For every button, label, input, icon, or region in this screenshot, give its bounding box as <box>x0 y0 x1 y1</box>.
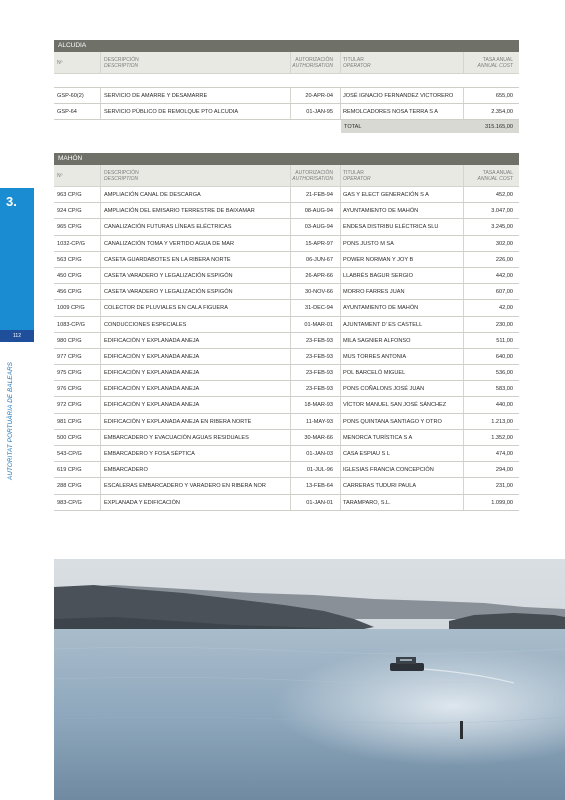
table-row <box>54 414 519 430</box>
row-operator: POL BARCELÓ MIGUEL <box>343 370 406 377</box>
harbor-photo-graphic <box>54 559 565 800</box>
chapter-tab <box>0 188 34 340</box>
row-description: CONDUCCIONES ESPECIALES <box>104 321 187 328</box>
row-annual-cost: 440,00 <box>495 402 513 409</box>
col-auth: AUTORIZACIÓN AUTHORISATION <box>292 57 333 69</box>
row-annual-cost: 3.245,00 <box>491 224 513 231</box>
row-number: 1083-CP/G <box>57 321 85 328</box>
row-description: AMPLIACIÓN DEL EMISARIO TERRESTRE DE BAIXAMAR <box>104 208 255 215</box>
row-annual-cost: 452,00 <box>495 192 513 198</box>
table-row <box>54 236 519 252</box>
row-authorisation-date: 18-MAR-93 <box>304 402 333 409</box>
row-authorisation-date: 03-AUG-94 <box>304 224 333 231</box>
row-authorisation-date: 01-JAN-03 <box>306 451 333 457</box>
row-description: EDIFICACIÓN Y EXPLANADA ANEJA <box>104 337 200 344</box>
row-annual-cost: 442,00 <box>495 272 513 279</box>
table-row <box>54 88 519 104</box>
row-annual-cost: 231,00 <box>495 483 513 490</box>
table-row <box>54 478 519 494</box>
col-tit: TITULAR OPERATOR <box>343 57 371 69</box>
row-description: EDIFICACIÓN Y EXPLANADA ANEJA <box>104 386 200 393</box>
table-row <box>54 300 519 316</box>
row-description: CASETA GUARDABOTES EN LA RIBERA NORTE <box>104 256 231 263</box>
row-number: 965 CP/G <box>57 224 82 231</box>
row-authorisation-date: 23-FEB-93 <box>305 353 333 360</box>
table-row <box>54 317 519 333</box>
row-authorisation-date: 15-APR-97 <box>305 240 333 247</box>
row-annual-cost: 226,00 <box>495 256 513 263</box>
page-number: 112 <box>0 330 34 342</box>
row-operator: LLABRÉS BAGUR SERGIO <box>343 272 413 279</box>
row-description: EDIFICACIÓN Y EXPLANADA ANEJA <box>104 353 200 360</box>
vertical-publication-title <box>7 345 17 485</box>
table-row <box>54 219 519 235</box>
row-annual-cost: 511,00 <box>496 337 513 344</box>
table-row <box>54 284 519 300</box>
alcudia-table <box>54 40 519 133</box>
row-operator: PONS JUSTO M SA <box>343 240 394 247</box>
row-operator: POWER NORMAN Y JOY B <box>343 256 414 263</box>
chapter-number: 3. <box>6 194 17 209</box>
table-row <box>54 349 519 365</box>
row-operator: PONS COÑALONS JOSÉ JUAN <box>343 386 425 393</box>
row-number: 456 CP/G <box>57 289 82 296</box>
row-operator: REMOLCADORES NOSA TERRA S A <box>343 109 439 116</box>
col-tit: TITULAR OPERATOR <box>343 170 371 182</box>
row-number: 977 CP/G <box>57 353 82 360</box>
row-number: 1009 CP/G <box>57 305 85 312</box>
row-annual-cost: 607,00 <box>495 289 513 296</box>
table-row <box>54 203 519 219</box>
total-box <box>341 120 519 133</box>
row-annual-cost: 1.352,00 <box>491 434 513 441</box>
row-authorisation-date: 23-FEB-93 <box>305 370 333 377</box>
row-description: CASETA VARADERO Y LEGALIZACIÓN ESPIGÓN <box>104 289 233 296</box>
row-authorisation-date: 30-NOV-66 <box>305 289 333 296</box>
col-tasa: TASA ANUAL ANNUAL COST <box>477 170 513 182</box>
row-authorisation-date: 23-FEB-93 <box>305 386 333 393</box>
table-row <box>54 462 519 478</box>
row-number: 500 CP/G <box>57 434 82 441</box>
row-operator: CARRERAS TUDURI PAULA <box>343 483 417 490</box>
row-operator: JOSÉ IGNACIO FERNANDEZ VICTORERO <box>343 93 454 99</box>
harbor-photo <box>54 559 565 800</box>
row-annual-cost: 474,00 <box>495 451 513 457</box>
table-row <box>54 252 519 268</box>
col-no: Nº <box>57 60 63 66</box>
row-annual-cost: 640,00 <box>495 353 513 360</box>
row-operator: ENDESA DISTRIBU ELÉCTRICA SLU <box>343 224 439 231</box>
row-annual-cost: 1.213,00 <box>491 418 513 425</box>
col-desc: DESCRIPCIÓN DESCRIPTION <box>104 170 139 182</box>
row-operator: MORRO FARRES JUAN <box>343 289 405 296</box>
row-operator: IGLESIAS FRANCIA CONCEPCIÓN <box>343 467 434 474</box>
row-number: 1032-CP/G <box>57 240 85 247</box>
row-description: EMBARCADERO <box>104 467 148 474</box>
row-number: 983-CP/G <box>57 499 82 506</box>
row-operator: AYUNTAMIENTO DE MAHÓN <box>343 305 419 312</box>
row-authorisation-date: 01-JAN-01 <box>306 499 333 506</box>
row-number: GSP-60(2) <box>57 93 84 99</box>
table-row <box>54 365 519 381</box>
row-annual-cost: 655,00 <box>495 93 513 99</box>
row-number: 976 CP/G <box>57 386 82 393</box>
row-description: SERVICIO DE AMARRE Y DESAMARRE <box>104 93 208 99</box>
row-annual-cost: 230,00 <box>495 321 513 328</box>
mahon-column-headers <box>54 165 519 187</box>
row-description: EXPLANADA Y EDIFICACIÓN <box>104 499 180 506</box>
row-description: CANALIZACIÓN TOMA Y VERTIDO AGUA DE MAR <box>104 240 235 247</box>
mahon-table <box>54 153 519 511</box>
col-auth: AUTORIZACIÓN AUTHORISATION <box>292 170 333 182</box>
row-annual-cost: 302,00 <box>495 240 513 247</box>
row-annual-cost: 3.047,00 <box>491 208 513 215</box>
row-number: 972 CP/G <box>57 402 82 409</box>
total-label: TOTAL <box>344 124 362 131</box>
row-description: AMPLIACIÓN CANAL DE DESCARGA <box>104 192 201 198</box>
row-description: CASETA VARADERO Y LEGALIZACIÓN ESPIGÓN <box>104 272 233 279</box>
row-description: EDIFICACIÓN Y EXPLANADA ANEJA EN RIBERA NORTE <box>104 418 252 425</box>
alcudia-total-row <box>54 120 519 133</box>
row-description: EDIFICACIÓN Y EXPLANADA ANEJA <box>104 402 200 409</box>
table-row <box>54 187 519 203</box>
row-number: GSP-64 <box>57 109 77 116</box>
row-number: 980 CP/G <box>57 337 82 344</box>
total-value: 315.165,00 <box>485 124 513 131</box>
col-no: Nº <box>57 173 63 179</box>
row-operator: GAS Y ELECT GENERACIÓN S A <box>343 192 429 198</box>
row-annual-cost: 536,00 <box>495 370 513 377</box>
row-annual-cost: 583,00 <box>495 386 513 393</box>
mooring-post <box>460 721 463 739</box>
row-description: EMBARCADERO Y FOSA SÉPTICA <box>104 451 195 457</box>
row-description: EMBARCADERO Y EVACUACIÓN AGUAS RESIDUALES <box>104 434 249 441</box>
table-row <box>54 104 519 120</box>
row-authorisation-date: 26-APR-66 <box>305 272 333 279</box>
row-authorisation-date: 13-FEB-64 <box>305 483 333 490</box>
row-description: SERVICIO PÚBLICO DE REMOLQUE PTO ALCUDIA <box>104 109 239 116</box>
row-operator: CASA ESPIAU S L <box>343 451 390 457</box>
row-authorisation-date: 01-JAN-95 <box>306 109 333 116</box>
col-tasa: TASA ANUAL ANNUAL COST <box>477 57 513 69</box>
table-row <box>54 495 519 511</box>
row-authorisation-date: 31-DEC-94 <box>305 305 333 312</box>
row-annual-cost: 294,00 <box>495 467 513 474</box>
row-description: COLECTOR DE PLUVIALES EN CALA FIGUERA <box>104 305 228 312</box>
table-row <box>54 381 519 397</box>
row-operator: AJUNTAMENT D' ES CASTELL <box>343 321 423 328</box>
row-number: 563 CP/G <box>57 256 82 263</box>
row-authorisation-date: 21-FEB-94 <box>305 192 333 198</box>
row-authorisation-date: 11-MAY-93 <box>306 418 333 425</box>
alcudia-column-headers <box>54 52 519 74</box>
row-number: 981 CP/G <box>57 418 82 425</box>
vertical-publication-text: AUTORITAT PORTUÀRIA DE BALEARS <box>7 361 14 480</box>
row-number: 619 CP/G <box>57 467 82 474</box>
spacer-row <box>54 74 519 88</box>
row-operator: MILA SAGNIER ALFONSO <box>343 337 411 344</box>
table-row <box>54 397 519 413</box>
table-row <box>54 268 519 284</box>
row-operator: AYUNTAMIENTO DE MAHÓN <box>343 208 419 215</box>
row-number: 963 CP/G <box>57 192 82 198</box>
row-number: 543-CP/G <box>57 451 82 457</box>
table-row <box>54 430 519 446</box>
row-annual-cost: 1.099,00 <box>491 499 513 506</box>
row-annual-cost: 42,00 <box>499 305 513 312</box>
row-authorisation-date: 08-AUG-94 <box>304 208 333 215</box>
row-authorisation-date: 30-MAR-66 <box>304 434 333 441</box>
table-row <box>54 333 519 349</box>
row-operator: VÍCTOR MANUEL SAN JOSÉ SÁNCHEZ <box>343 402 447 409</box>
row-authorisation-date: 20-APR-04 <box>305 93 333 99</box>
row-number: 924 CP/G <box>57 208 82 215</box>
row-annual-cost: 2.354,00 <box>491 109 513 116</box>
alcudia-header: ALCUDIA <box>54 40 519 52</box>
row-authorisation-date: 06-JUN-67 <box>305 256 333 263</box>
row-description: ESCALERAS EMBARCADERO Y VARADERO EN RIBERA NOR <box>104 483 266 490</box>
row-operator: TARAMPARO, S.L. <box>343 499 391 506</box>
row-authorisation-date: 23-FEB-93 <box>305 337 333 344</box>
row-operator: PONS QUINTANA SANTIAGO Y OTRO <box>343 418 442 425</box>
row-description: CANALIZACIÓN FUTURAS LÍNEAS ELÉCTRICAS <box>104 224 232 231</box>
row-number: 450 CP/G <box>57 272 82 279</box>
row-number: 288 CP/G <box>57 483 82 490</box>
row-operator: MUS TORRES ANTONIA <box>343 353 407 360</box>
row-authorisation-date: 01-JUL-96 <box>306 467 333 474</box>
mahon-header: MAHÓN <box>54 153 519 165</box>
table-row <box>54 446 519 462</box>
row-operator: MENORCA TURÍSTICA S A <box>343 434 413 441</box>
row-description: EDIFICACIÓN Y EXPLANADA ANEJA <box>104 370 200 377</box>
row-authorisation-date: 01-MAR-01 <box>304 321 333 328</box>
col-desc: DESCRIPCIÓN DESCRIPTION <box>104 57 139 69</box>
row-number: 975 CP/G <box>57 370 82 377</box>
